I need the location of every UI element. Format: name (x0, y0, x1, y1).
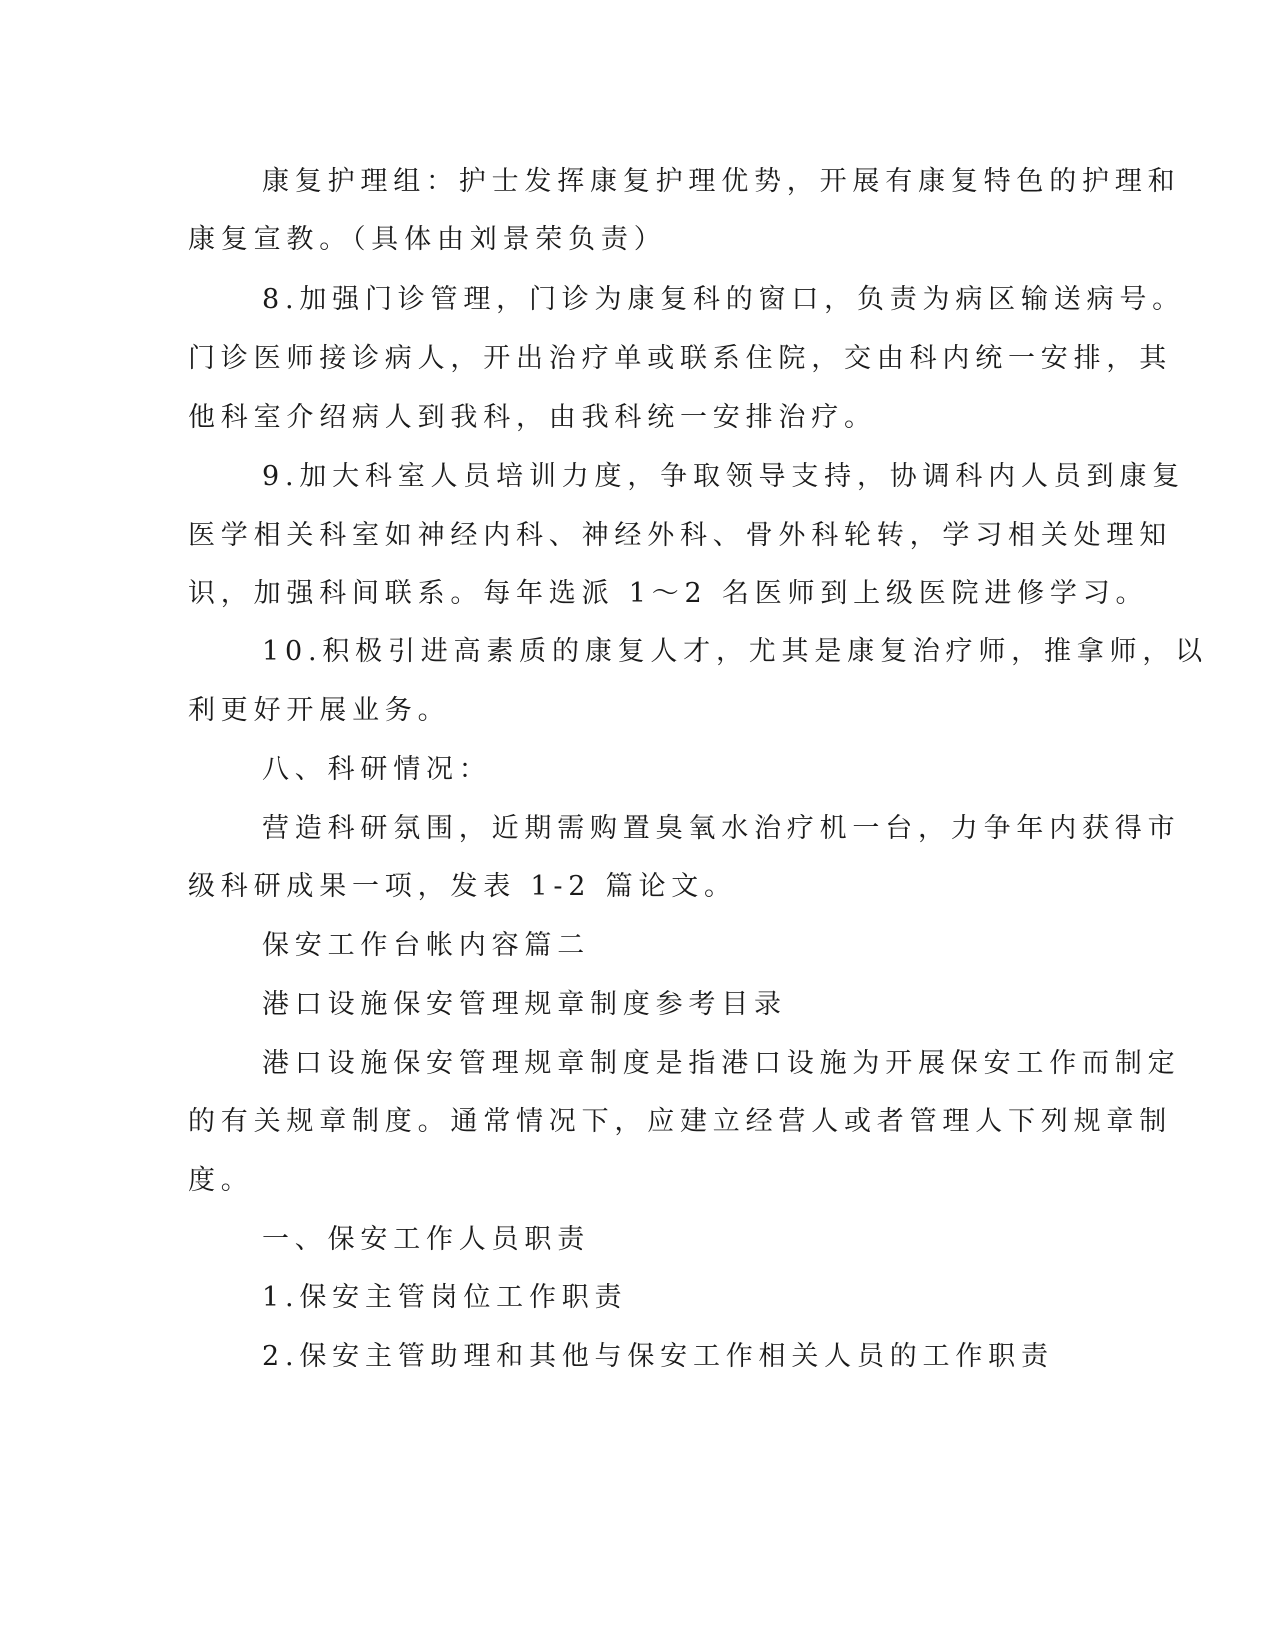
section-heading: 保安工作台帐内容篇二 (262, 930, 590, 961)
text-line: 识，加强科间联系。每年选派 1～2 名医师到上级医院进修学习。 (188, 578, 1149, 609)
list-item: 2.保安主管助理和其他与保安工作相关人员的工作职责 (262, 1341, 1054, 1372)
text-line: 度。 (188, 1165, 254, 1196)
text-line: 营造科研氛围，近期需购置臭氧水治疗机一台，力争年内获得市 (262, 813, 1181, 844)
list-item: 1.保安主管岗位工作职责 (262, 1282, 628, 1313)
text-line: 8.加强门诊管理，门诊为康复科的窗口，负责为病区输送病号。 (262, 284, 1185, 315)
text-line: 他科室介绍病人到我科，由我科统一安排治疗。 (188, 402, 877, 433)
text-line: 10.积极引进高素质的康复人才，尤其是康复治疗师，推拿师，以 (262, 636, 1208, 667)
section-heading: 港口设施保安管理规章制度参考目录 (262, 989, 787, 1020)
text-line: 康复宣教。（具体由刘景荣负责） (188, 224, 667, 255)
text-line: 的有关规章制度。通常情况下，应建立经营人或者管理人下列规章制 (188, 1106, 1172, 1137)
section-heading: 一、保安工作人员职责 (262, 1224, 590, 1255)
text-line: 利更好开展业务。 (188, 695, 451, 726)
text-line: 9.加大科室人员培训力度，争取领导支持，协调科内人员到康复 (262, 461, 1185, 492)
text-line: 门诊医师接诊病人，开出治疗单或联系住院，交由科内统一安排，其 (188, 343, 1172, 374)
text-line: 港口设施保安管理规章制度是指港口设施为开展保安工作而制定 (262, 1048, 1181, 1079)
text-line: 医学相关科室如神经内科、神经外科、骨外科轮转，学习相关处理知 (188, 520, 1172, 551)
text-line: 康复护理组：护士发挥康复护理优势，开展有康复特色的护理和 (262, 166, 1181, 197)
text-line: 级科研成果一项，发表 1-2 篇论文。 (188, 871, 737, 902)
section-heading: 八、科研情况： (262, 754, 492, 785)
